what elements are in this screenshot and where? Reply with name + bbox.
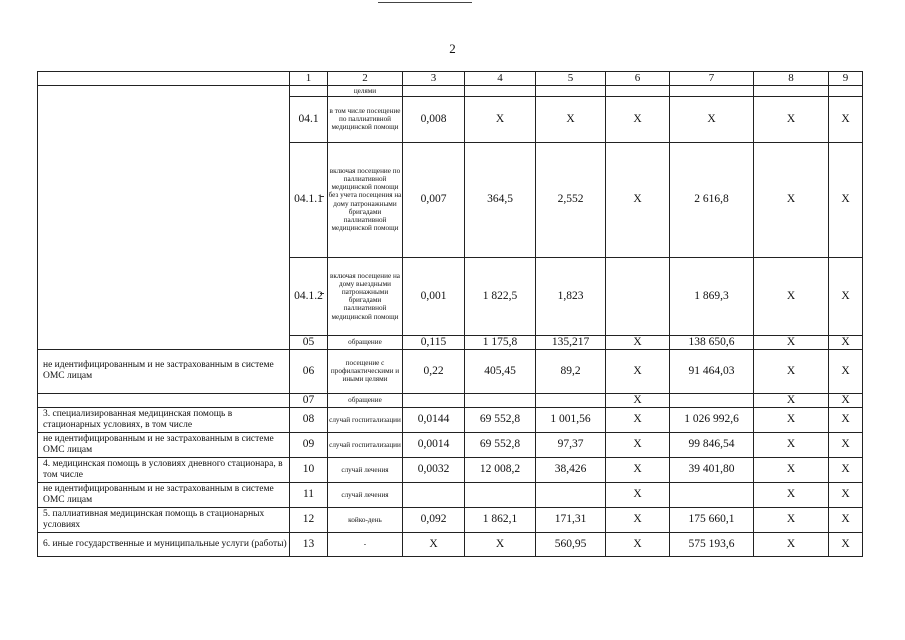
- row-unit: включая посещение на дому выездными патронажными бригадами паллиативной медицинской помощи: [328, 257, 403, 335]
- cell-c4: 1 175,8: [465, 335, 536, 349]
- cell-c8: X: [754, 257, 829, 335]
- cell-c8: X: [754, 335, 829, 349]
- cell-c3: 0,115: [403, 335, 465, 349]
- cell-c7: 575 193,6: [670, 533, 754, 557]
- cell-c3: [403, 393, 465, 407]
- cell-c4: 405,45: [465, 349, 536, 393]
- cell-c7: [670, 393, 754, 407]
- cell-c8: X: [754, 433, 829, 458]
- cell-c4: [465, 393, 536, 407]
- row-unit: случай лечения: [328, 458, 403, 483]
- header-cell: 9: [829, 72, 863, 86]
- row-code: 06: [290, 349, 328, 393]
- cell-c9: X: [829, 483, 863, 508]
- top-rule: [378, 2, 472, 3]
- row-code: [290, 85, 328, 96]
- row-code: 08: [290, 408, 328, 433]
- table-row: [38, 433, 863, 458]
- row-desc: не идентифицированным и не застрахованным в системе ОМС лицам: [38, 483, 290, 508]
- cell-c4: 69 552,8: [465, 408, 536, 433]
- cell-c9: X: [829, 508, 863, 533]
- header-cell: 8: [754, 72, 829, 86]
- row-code: 07: [290, 393, 328, 407]
- cell-c6: X: [606, 433, 670, 458]
- cell-c3: [403, 483, 465, 508]
- row-code: 11: [290, 483, 328, 508]
- cell-c3: X: [403, 533, 465, 557]
- header-cell: 5: [536, 72, 606, 86]
- cell-c6: [606, 85, 670, 96]
- cell-c4: 1 822,5: [465, 257, 536, 335]
- cell-c6: X: [606, 335, 670, 349]
- row-desc: не идентифицированным и не застрахованным в системе ОМС лицам: [38, 349, 290, 393]
- cell-c7: 175 660,1: [670, 508, 754, 533]
- row-desc: 3. специализированная медицинская помощь в стационарных условиях, в том числе: [38, 408, 290, 433]
- cell-c8: X: [754, 142, 829, 257]
- cell-c4: 1 862,1: [465, 508, 536, 533]
- row-desc: 4. медицинская помощь в условиях дневного стационара, в том числе: [38, 458, 290, 483]
- cell-c9: X: [829, 335, 863, 349]
- cell-c9: X: [829, 349, 863, 393]
- cell-c8: X: [754, 508, 829, 533]
- cell-c9: X: [829, 96, 863, 142]
- cell-c5: [536, 85, 606, 96]
- cell-c3: [403, 85, 465, 96]
- cell-c9: X: [829, 458, 863, 483]
- cell-c5: 97,37: [536, 433, 606, 458]
- row-desc: [38, 393, 290, 407]
- cell-c5: X: [536, 96, 606, 142]
- row-unit: включая посещение по паллиативной медицинской помощи без учета посещения на дому патронажными бригадами паллиативной медицинской помощи: [328, 142, 403, 257]
- cell-c6: X: [606, 408, 670, 433]
- cell-c8: X: [754, 458, 829, 483]
- cell-c9: X: [829, 257, 863, 335]
- header-cell: [38, 72, 290, 86]
- cell-c3: 0,008: [403, 96, 465, 142]
- table-row: [38, 85, 863, 96]
- table-row: [38, 408, 863, 433]
- cell-c7: 91 464,03: [670, 349, 754, 393]
- table-row: [38, 458, 863, 483]
- header-cell: 6: [606, 72, 670, 86]
- row-desc: не идентифицированным и не застрахованным в системе ОМС лицам: [38, 433, 290, 458]
- row-unit: -: [328, 533, 403, 557]
- cell-c9: X: [829, 142, 863, 257]
- row-unit: случай лечения: [328, 483, 403, 508]
- row-code: 04.1: [290, 96, 328, 142]
- row-code: 09: [290, 433, 328, 458]
- cell-c6: [606, 257, 670, 335]
- data-table: [37, 71, 863, 557]
- cell-c4: X: [465, 533, 536, 557]
- cell-c9: [829, 85, 863, 96]
- header-cell: 4: [465, 72, 536, 86]
- row-unit: целями: [328, 85, 403, 96]
- cell-c6: X: [606, 96, 670, 142]
- header-row: [38, 72, 863, 86]
- page-number: 2: [449, 41, 456, 56]
- cell-c4: X: [465, 96, 536, 142]
- row-unit: случай госпитализации: [328, 433, 403, 458]
- cell-c7: 39 401,80: [670, 458, 754, 483]
- table-row: [38, 483, 863, 508]
- cell-c8: X: [754, 408, 829, 433]
- row-unit: посещение с профилактическими и иными целями: [328, 349, 403, 393]
- cell-c9: X: [829, 433, 863, 458]
- cell-c7: 1 026 992,6: [670, 408, 754, 433]
- row-code: 04.1.2: [290, 257, 328, 335]
- cell-c3: 0,22: [403, 349, 465, 393]
- cell-c6: X: [606, 508, 670, 533]
- table-row: [38, 533, 863, 557]
- cell-c9: X: [829, 393, 863, 407]
- header-cell: 3: [403, 72, 465, 86]
- cell-c5: [536, 483, 606, 508]
- cell-c4: 12 008,2: [465, 458, 536, 483]
- cell-c8: X: [754, 393, 829, 407]
- cell-c5: 89,2: [536, 349, 606, 393]
- cell-c7: X: [670, 96, 754, 142]
- cell-c6: X: [606, 142, 670, 257]
- cell-c3: 0,092: [403, 508, 465, 533]
- header-cell: 1: [290, 72, 328, 86]
- cell-c7: 99 846,54: [670, 433, 754, 458]
- cell-c4: 364,5: [465, 142, 536, 257]
- cell-c6: X: [606, 349, 670, 393]
- cell-c5: 1,823: [536, 257, 606, 335]
- row-unit: случай госпитализации: [328, 408, 403, 433]
- row-unit: койко-день: [328, 508, 403, 533]
- header-cell: 7: [670, 72, 754, 86]
- table-row: [38, 349, 863, 393]
- table-row: [38, 508, 863, 533]
- cell-c8: X: [754, 533, 829, 557]
- row-unit: обращение: [328, 335, 403, 349]
- cell-c5: 1 001,56: [536, 408, 606, 433]
- cell-c9: X: [829, 533, 863, 557]
- cell-c6: X: [606, 483, 670, 508]
- cell-c6: X: [606, 393, 670, 407]
- cell-c8: [754, 85, 829, 96]
- cell-c3: 0,001: [403, 257, 465, 335]
- row-code: 04.1.1: [290, 142, 328, 257]
- cell-c6: X: [606, 458, 670, 483]
- cell-c5: 171,31: [536, 508, 606, 533]
- row-desc: [38, 85, 290, 349]
- cell-c7: 138 650,6: [670, 335, 754, 349]
- row-unit: в том числе посещение по паллиативной медицинской помощи: [328, 96, 403, 142]
- cell-c5: 135,217: [536, 335, 606, 349]
- cell-c3: 0,0014: [403, 433, 465, 458]
- cell-c3: 0,0144: [403, 408, 465, 433]
- cell-c7: [670, 483, 754, 508]
- cell-c5: 38,426: [536, 458, 606, 483]
- row-desc: 6. иные государственные и муниципальные услуги (работы): [38, 533, 290, 557]
- table-row: [38, 393, 863, 407]
- cell-c5: 560,95: [536, 533, 606, 557]
- cell-c5: [536, 393, 606, 407]
- row-code: 10: [290, 458, 328, 483]
- cell-c4: 69 552,8: [465, 433, 536, 458]
- cell-c7: 2 616,8: [670, 142, 754, 257]
- row-code: 13: [290, 533, 328, 557]
- cell-c8: X: [754, 96, 829, 142]
- row-code: 05: [290, 335, 328, 349]
- cell-c4: [465, 483, 536, 508]
- cell-c6: X: [606, 533, 670, 557]
- row-code: 12: [290, 508, 328, 533]
- tick-mark: [320, 293, 324, 294]
- cell-c5: 2,552: [536, 142, 606, 257]
- row-desc: 5. паллиативная медицинская помощь в стационарных условиях: [38, 508, 290, 533]
- cell-c8: X: [754, 483, 829, 508]
- cell-c8: X: [754, 349, 829, 393]
- row-unit: обращение: [328, 393, 403, 407]
- cell-c4: [465, 85, 536, 96]
- tick-mark: [320, 196, 324, 197]
- cell-c3: 0,007: [403, 142, 465, 257]
- cell-c3: 0,0032: [403, 458, 465, 483]
- header-cell: 2: [328, 72, 403, 86]
- cell-c7: 1 869,3: [670, 257, 754, 335]
- cell-c7: [670, 85, 754, 96]
- cell-c9: X: [829, 408, 863, 433]
